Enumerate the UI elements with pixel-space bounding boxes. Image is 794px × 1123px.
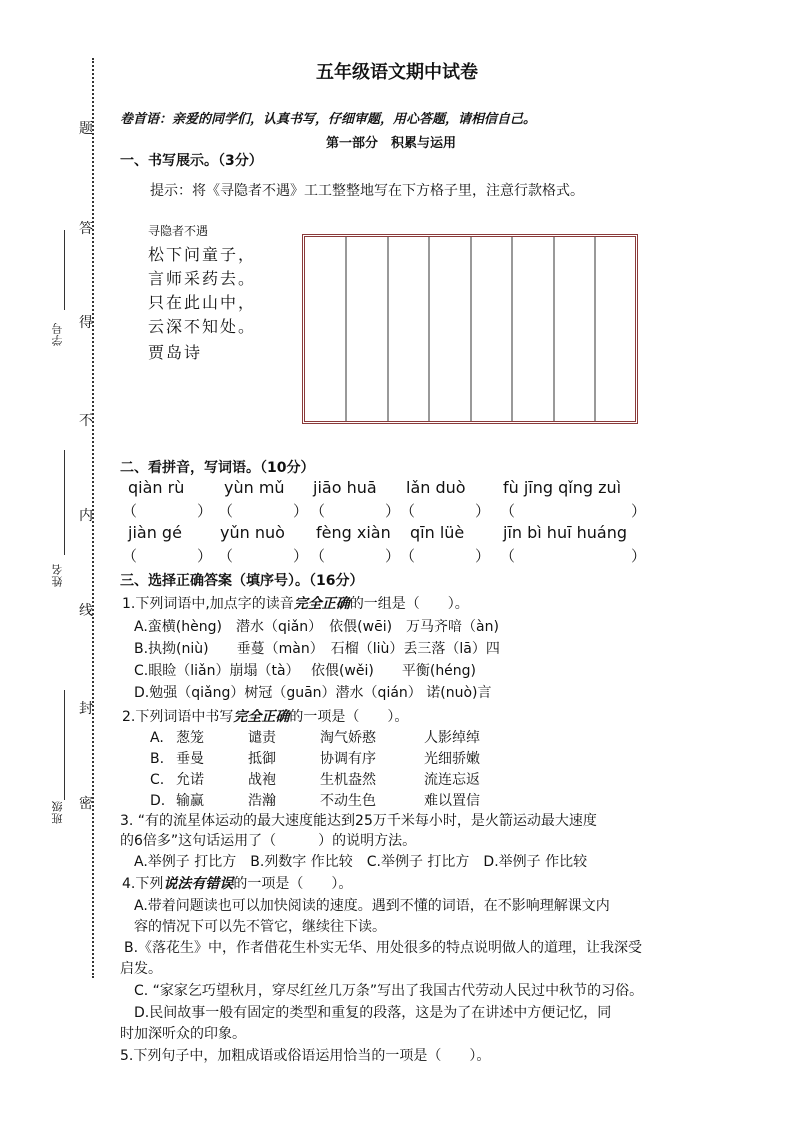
q3-options[interactable]: A.举例子 打比方 B.列数字 作比较 C.举例子 打比方 D.举例子 作比较	[134, 854, 588, 870]
q4-option-b-cont: 启发。	[120, 961, 162, 977]
q2-option-d[interactable]: D. 输赢 浩瀚 不动生色 难以置信	[150, 793, 480, 809]
pinyin-10: jīn bì huī huáng	[503, 523, 627, 542]
q4-option-b[interactable]: B.《落花生》中，作者借花生朴实无华、用处很多的特点说明做人的道理，让我深受	[124, 940, 643, 956]
pinyin-7: yǔn nuò	[220, 523, 285, 542]
student-id-line	[64, 230, 65, 310]
part1-heading: 第一部分 积累与运用	[326, 136, 457, 151]
pinyin-9: qīn lüè	[410, 523, 465, 542]
q1-option-c[interactable]: C.眼睑（liǎn）崩塌（tà） 依偎(wěi) 平衡(héng)	[134, 663, 477, 679]
q4-option-c[interactable]: C. “家家乞巧望秋月，穿尽红丝几万条”写出了我国古代劳动人民过中秋节的习俗。	[134, 983, 644, 999]
margin-char-4: 不	[79, 413, 93, 429]
question-5: 5.下列句子中，加粗成语或俗语运用恰当的一项是（ ）。	[120, 1048, 491, 1064]
answer-box-10[interactable]: （ ）	[500, 547, 647, 565]
poem-line-1: 松下问童子，	[148, 245, 257, 264]
name-label: 姓名	[51, 563, 64, 587]
q4-option-a-cont: 容的情况下可以先不管它，继续往下读。	[134, 919, 386, 935]
writing-grid-lines	[305, 237, 635, 421]
writing-grid[interactable]	[302, 234, 638, 424]
q4-option-a[interactable]: A.带着问题读也可以加快阅读的速度。遇到不懂的词语，在不影响理解课文内	[134, 898, 610, 914]
class-label: 班级	[51, 800, 64, 824]
q1-option-a[interactable]: A.蛮横(hèng) 潜水（qiǎn） 依偎(wēi) 万马齐喑（àn)	[134, 619, 499, 635]
section1-hint: 提示：将《寻隐者不遇》工工整整地写在下方格子里，注意行款格式。	[150, 183, 584, 199]
question-3-line-1: 3. “有的流星体运动的最大速度能达到25万千米每小时，是火箭运动最大速度	[120, 813, 597, 829]
margin-char-2: 答	[79, 221, 93, 237]
answer-box-8[interactable]: （ ）	[310, 547, 401, 565]
section2-title: 二、看拼音，写词语。（10分）	[120, 460, 315, 476]
question-4: 4.下列说法有错误的一项是（ ）。	[122, 876, 353, 892]
pinyin-5: fù jīng qǐng zuì	[503, 478, 622, 497]
margin-char-6: 线	[79, 603, 93, 619]
class-line	[64, 690, 65, 800]
q2-option-c[interactable]: C. 允诺 战袍 生机盎然 流连忘返	[150, 772, 480, 788]
pinyin-2: yùn mǔ	[224, 478, 285, 497]
answer-box-2[interactable]: （ ）	[218, 502, 309, 520]
page-title: 五年级语文期中试卷	[316, 62, 478, 83]
poem-line-3: 只在此山中，	[148, 293, 257, 312]
answer-box-5[interactable]: （ ）	[500, 502, 647, 520]
section3-title: 三、选择正确答案（填序号）。（16分）	[120, 573, 364, 589]
margin-char-8: 密	[79, 796, 93, 812]
question-3-line-2: 的6倍多”这句话运用了（ ）的说明方法。	[120, 833, 417, 849]
pinyin-8: fèng xiàn	[316, 523, 391, 542]
poem-line-2: 言师采药去。	[148, 269, 257, 288]
margin-char-3: 得	[79, 315, 93, 331]
q2-option-a[interactable]: A. 葱笼 谴责 淘气娇憨 人影绰绰	[150, 730, 480, 746]
answer-box-7[interactable]: （ ）	[218, 547, 309, 565]
pinyin-1: qiàn rù	[128, 478, 185, 497]
answer-box-4[interactable]: （ ）	[400, 502, 491, 520]
q4-option-d-cont: 时加深听众的印象。	[120, 1026, 246, 1042]
preface: 卷首语：亲爱的同学们，认真书写，仔细审题，用心答题，请相信自己。	[120, 112, 537, 127]
margin-char-7: 封	[79, 701, 93, 717]
margin-char-1: 题	[79, 121, 93, 137]
student-id-label: 学号	[51, 322, 64, 346]
answer-box-1[interactable]: （ ）	[122, 502, 213, 520]
question-2: 2.下列词语中书写完全正确的一项是（ ）。	[122, 709, 409, 725]
q1-option-b[interactable]: B.执拗(niù) 垂蔓（màn） 石榴（liù）丢三落（lā）四	[134, 641, 500, 657]
q1-option-d[interactable]: D.勉强（qiǎng）树冠（guān）潜水（qián） 诺(nuò)言	[134, 685, 492, 701]
question-1: 1.下列词语中,加点字的读音完全正确的一组是（ ）。	[122, 596, 469, 612]
name-line	[64, 450, 65, 555]
pinyin-6: jiàn gé	[128, 523, 182, 542]
poem-author: 贾岛诗	[148, 343, 203, 362]
pinyin-3: jiāo huā	[313, 478, 377, 497]
answer-box-6[interactable]: （ ）	[122, 547, 213, 565]
pinyin-4: lǎn duò	[406, 478, 466, 497]
answer-box-3[interactable]: （ ）	[310, 502, 401, 520]
section1-title: 一、书写展示。（3分）	[120, 153, 263, 169]
q4-option-d[interactable]: D.民间故事一般有固定的类型和重复的段落，这是为了在讲述中方便记忆，同	[134, 1005, 612, 1021]
margin-char-5: 内	[79, 508, 93, 524]
poem-line-4: 云深不知处。	[148, 317, 257, 336]
answer-box-9[interactable]: （ ）	[400, 547, 491, 565]
poem-title: 寻隐者不遇	[148, 224, 209, 238]
q2-option-b[interactable]: B. 垂曼 抵御 协调有序 光细骄嫩	[150, 751, 480, 767]
